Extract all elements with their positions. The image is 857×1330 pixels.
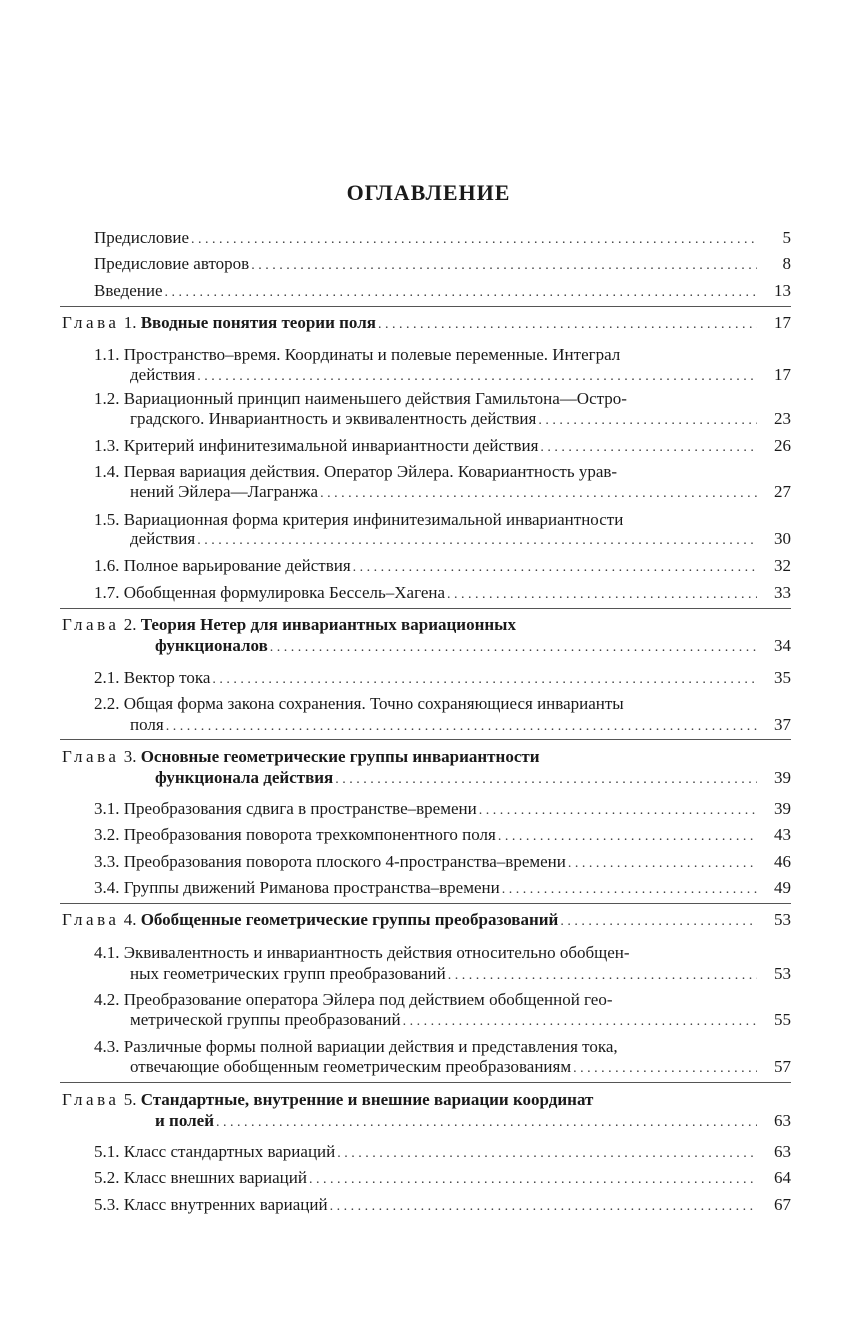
toc-entry: 1.6. Полное варьирование действия . . . 32 [94,556,791,578]
toc-entry: 1.7. Обобщенная формулировка Бессель–Хагена . . . 33 [94,583,791,605]
toc-entry: градского. Инвариантность и эквивалентность действия . . . 23 [130,409,791,431]
toc-entry: Предисловие . . . 5 [94,228,791,250]
toc-entry-line: 4.2. Преобразование оператора Эйлера под действием обобщенной гео- [94,990,613,1009]
toc-entry: 5.2. Класс внешних вариаций . . . 64 [94,1168,791,1190]
toc-entry: поля . . . 37 [130,715,791,737]
chapter-heading: Глава 3. Основные геометрические группы инвариантности [62,747,540,766]
toc-entry-line: 1.5. Вариационная форма критерия инфинитезимальной инвариантности [94,510,624,529]
toc-entry: 5.3. Класс внутренних вариаций . . . 67 [94,1195,791,1217]
page-title: ОГЛАВЛЕНИЕ [346,180,511,205]
toc-entry-line: 1.4. Первая вариация действия. Оператор Эйлера. Ковариантность урав- [94,462,618,481]
toc-entry-line: 4.3. Различные формы полной вариации действия и представления тока, [94,1037,618,1056]
page-number: 5 [782,228,791,247]
toc-entry-line: 1.1. Пространство–время. Координаты и полевые переменные. Интеграл [94,345,621,364]
toc-entry: метрической группы преобразований . . . 55 [130,1010,791,1032]
toc-entry: 3.3. Преобразования поворота плоского 4-пространства–времени . . . 46 [94,852,791,874]
chapter-heading-cont: и полей . . . 63 [155,1111,791,1133]
divider [60,1082,791,1083]
chapter-heading: Глава 4. Обобщенные геометрические группы преобразований . . . 53 [62,910,791,932]
toc-entry: 3.4. Группы движений Риманова пространства–времени . . . 49 [94,878,791,900]
toc-entry: ных геометрических групп преобразований . . . 53 [130,964,791,986]
divider [60,608,791,609]
page-number: 8 [782,254,791,273]
toc-entry: 3.1. Преобразования сдвига в пространстве–времени . . . 39 [94,799,791,821]
toc-entry: 1.3. Критерий инфинитезимальной инвариантности действия . . . 26 [94,436,791,458]
page-number: 13 [774,281,791,300]
toc-entry: действия . . . 30 [130,529,791,551]
toc-entry: 3.2. Преобразования поворота трехкомпонентного поля . . . 43 [94,825,791,847]
toc-entry: Введение . . . 13 [94,281,791,303]
chapter-heading-cont: функционала действия . . . 39 [155,768,791,790]
divider [60,739,791,740]
toc-entry-line: 2.2. Общая форма закона сохранения. Точно сохраняющиеся инварианты [94,694,624,713]
toc-entry: действия . . . 17 [130,365,791,387]
chapter-heading: Глава 5. Стандартные, внутренние и внешние вариации координат [62,1090,594,1109]
toc-entry: нений Эйлера—Лагранжа . . . 27 [130,482,791,504]
toc-entry-line: 4.1. Эквивалентность и инвариантность действия относительно обобщен- [94,943,630,962]
toc-entry: 2.1. Вектор тока . . . 35 [94,668,791,690]
toc-entry: отвечающие обобщенным геометрическим преобразованиям . . . 57 [130,1057,791,1079]
divider [60,306,791,307]
toc-entry: 5.1. Класс стандартных вариаций . . . 63 [94,1142,791,1164]
chapter-heading: Глава 2. Теория Нетер для инвариантных вариационных [62,615,516,634]
toc-entry: Предисловие авторов . . . 8 [94,254,791,276]
chapter-heading: Глава 1. Вводные понятия теории поля . . . 17 [62,313,791,335]
toc-entry-line: 1.2. Вариационный принцип наименьшего действия Гамильтона—Остро- [94,389,627,408]
divider [60,903,791,904]
chapter-heading-cont: функционалов . . . 34 [155,636,791,658]
